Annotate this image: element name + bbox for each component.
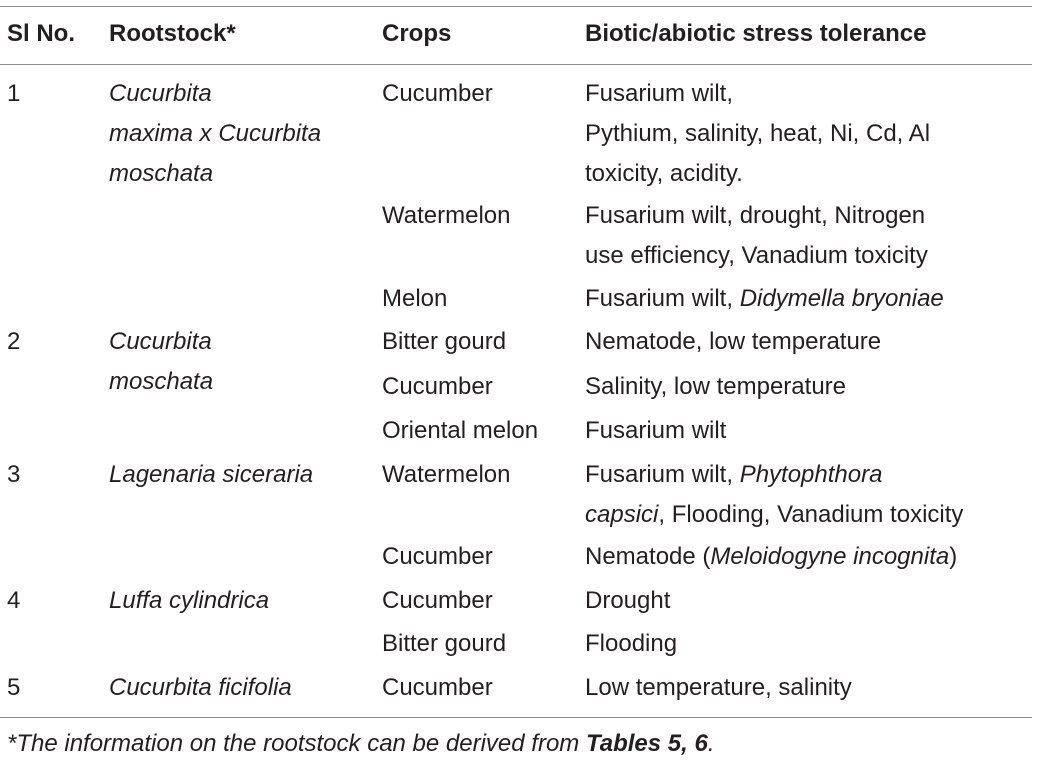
row3-tolerance2-italic: Meloidogyne incognita — [710, 543, 950, 570]
row2-crop-cucumber: Cucumber — [382, 373, 493, 400]
row3-tolerance2-plain-a: Nematode ( — [585, 543, 711, 570]
row2-crop-bitter-gourd: Bitter gourd — [382, 328, 507, 355]
header-crops: Crops — [382, 20, 452, 47]
row1-tolerance2-line2: use efficiency, Vanadium toxicity — [585, 242, 928, 269]
row1-crop-melon: Melon — [382, 285, 448, 312]
row1-tolerance1-line2: Pythium, salinity, heat, Ni, Cd, Al — [585, 120, 931, 147]
row2-rootstock-line1: Cucurbita — [109, 328, 212, 355]
row4-tolerance1: Drought — [585, 587, 671, 614]
row4-tolerance2: Flooding — [585, 630, 678, 657]
row3-tolerance1-line1-plain: Fusarium wilt, — [585, 461, 740, 488]
row1-rootstock-line1: Cucurbita — [109, 80, 212, 107]
row1-crop-watermelon: Watermelon — [382, 202, 511, 229]
row4-sl: 4 — [7, 587, 21, 614]
row5-tolerance1: Low temperature, salinity — [585, 674, 852, 701]
row5-rootstock: Cucurbita ficifolia — [109, 674, 292, 701]
row1-tolerance3 — [585, 279, 944, 319]
row1-tolerance1-line1: Fusarium wilt, — [585, 80, 734, 107]
row1-tolerance3-plain: Fusarium wilt, — [585, 285, 740, 312]
table-top-rule — [0, 6, 1032, 7]
footnote-end: . — [707, 730, 715, 757]
header-tolerance: Biotic/abiotic stress tolerance — [585, 20, 927, 47]
row1-sl: 1 — [7, 80, 21, 107]
row4-crop-cucumber: Cucumber — [382, 587, 493, 614]
row1-rootstock-line3: moschata — [109, 160, 214, 187]
row2-tolerance2: Salinity, low temperature — [585, 373, 846, 400]
row1-tolerance1-line3: toxicity, acidity. — [585, 160, 743, 187]
row2-tolerance1: Nematode, low temperature — [585, 328, 882, 355]
row4-crop-bitter-gourd: Bitter gourd — [382, 630, 507, 657]
header-rule — [0, 64, 1032, 65]
row3-rootstock: Lagenaria siceraria — [109, 461, 314, 488]
row1-crop-cucumber: Cucumber — [382, 80, 493, 107]
row1-tolerance2-line1: Fusarium wilt, drought, Nitrogen — [585, 202, 926, 229]
footnote-table-reference[interactable]: Tables 5, 6 — [585, 730, 708, 757]
table-footnote — [7, 724, 714, 764]
header-sl-no: Sl No. — [7, 20, 76, 47]
row4-rootstock: Luffa cylindrica — [109, 587, 270, 614]
row3-crop-watermelon: Watermelon — [382, 461, 511, 488]
row2-sl: 2 — [7, 328, 21, 355]
row2-rootstock-line2: moschata — [109, 368, 214, 395]
row3-tolerance1-line2-plain: , Flooding, Vanadium toxicity — [658, 501, 964, 528]
row3-tolerance2-plain-b: ) — [949, 543, 958, 570]
table-bottom-rule — [0, 717, 1032, 718]
row3-tolerance2 — [585, 537, 957, 577]
row5-sl: 5 — [7, 674, 21, 701]
header-rootstock: Rootstock* — [109, 20, 236, 47]
row5-crop-cucumber: Cucumber — [382, 674, 493, 701]
row2-tolerance3: Fusarium wilt — [585, 417, 727, 444]
row1-tolerance3-italic: Didymella bryoniae — [739, 285, 944, 312]
row1-rootstock-line2: maxima x Cucurbita — [109, 120, 322, 147]
row3-sl: 3 — [7, 461, 21, 488]
row3-crop-cucumber: Cucumber — [382, 543, 493, 570]
row2-crop-oriental-melon: Oriental melon — [382, 417, 539, 444]
footnote-text: *The information on the rootstock can be derived from — [7, 730, 586, 757]
row3-tolerance1-line2 — [585, 495, 963, 535]
row3-tolerance1-line1-italic: Phytophthora — [739, 461, 883, 488]
row3-tolerance1-line1 — [585, 455, 882, 495]
row3-tolerance1-line2-italic: capsici — [585, 501, 659, 528]
